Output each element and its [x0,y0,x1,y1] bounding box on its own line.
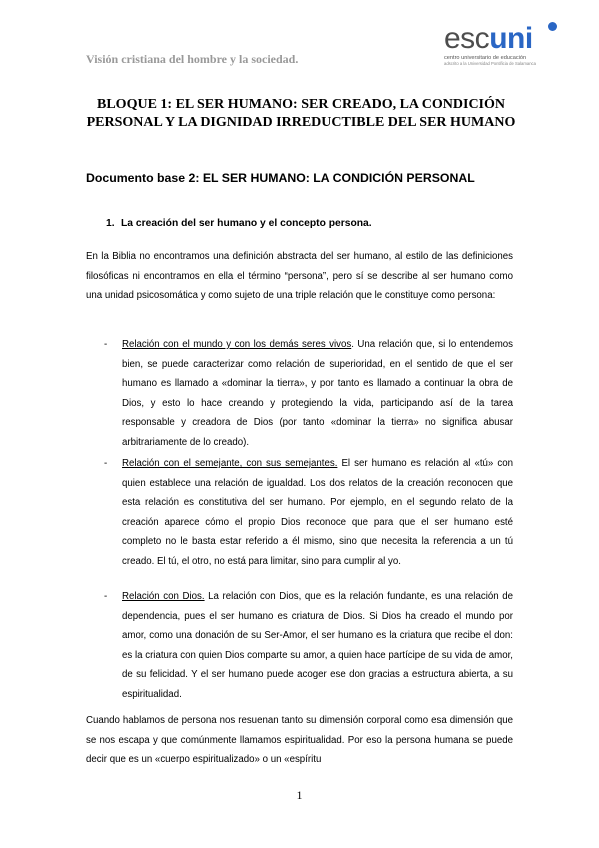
list-item-text [122,454,513,572]
section-number: 1. [106,218,115,229]
running-header: Visión cristiana del hombre y la sociedad. [86,52,299,66]
intro-paragraph: En la Biblia no encontramos una definición abstracta del ser humano, al estilo de las definiciones filosóficas ni encontramos en ella el término “persona”, pero sí se describe al ser humano como una unidad psicosomática y como sujeto de una triple relación que le constituye como persona: [86,251,513,302]
escuni-logo [444,22,562,68]
logo-tagline-small: adscrito a la Universidad Pontificia de Salamanca [444,61,536,66]
closing-paragraph: Cuando hablamos de persona nos resuenan tanto su dimensión corporal como esa dimensión que se nos escapa y que comúnmente llamamos espiritualidad. Por eso la persona humana se puede decir que es un «cuerpo espiritualizado» o un «espíritu [86,715,513,766]
logo-wordmark-uni: uni [489,22,533,55]
list-item-body: La relación con Dios, que es la relación fundante, es una relación de dependencia, pues el ser humano es criatura de Dios. Si Dios ha creado el mundo por amor, como una donación de su Ser-Amor, el ser humano es la criatura que recibe el don: es la criatura con quien Dios comparte su amor, a quien hace partícipe de su vida de amor, de su felicidad. Y el ser humano puede acoger ese don gracias a estructura abierta, a su espiritualidad. [122,591,513,700]
logo-tagline: centro universitario de educación [444,55,527,61]
list-item-heading: Relación con el mundo y con los demás seres vivos [122,339,352,350]
page-number: 1 [296,788,303,802]
document-subtitle: Documento base 2: EL SER HUMANO: LA CONDICIÓN PERSONAL [86,171,475,185]
logo-wordmark-esc: esc [444,22,490,55]
list-item-text [122,335,513,453]
logo-wordmark [444,24,533,54]
section-heading-text: La creación del ser humano y el concepto persona. [121,218,372,229]
list-item-heading: Relación con Dios. [122,591,205,602]
list-item-marker: - [104,591,108,602]
list-item-body: El ser humano es relación al «tú» con quien establece una relación de igualdad. Los dos relatos de la creación reconocen que esta relación es constitutiva del ser humano. Por ejemplo, en el segundo relato de la creación aparece cómo el propio Dios reconoce que para que el ser humano esté completo no le basta estar referido a él mismo, sino que necesita la referencia a un tú creado. El tú, el otro, no está para limitar, sino para cumplir al yo. [122,458,513,567]
list-item-text [122,587,513,705]
list-item-marker: - [104,339,108,350]
list-item-heading: Relación con el semejante, con sus semejantes. [122,458,338,469]
list-item-body: . Una relación que, si lo entendemos bien, se puede caracterizar como relación de superioridad, en el sentido de que el ser humano es llamado a «dominar la tierra», y por tanto es llamado a continuar la obra de Dios, y esto lo hace creando y protegiendo la vida, participando así de la tarea responsable y creadora de Dios (por tanto «dominar la tierra» no significa abusar arbitrariamente de lo creado). [122,339,513,448]
logo-dot-icon [548,22,557,31]
list-item-marker: - [104,458,108,469]
document-title: BLOQUE 1: EL SER HUMANO: SER CREADO, LA CONDICIÓN PERSONAL Y LA DIGNIDAD IRREDUCTIBLE DEL SER HUMANO [86,97,516,130]
